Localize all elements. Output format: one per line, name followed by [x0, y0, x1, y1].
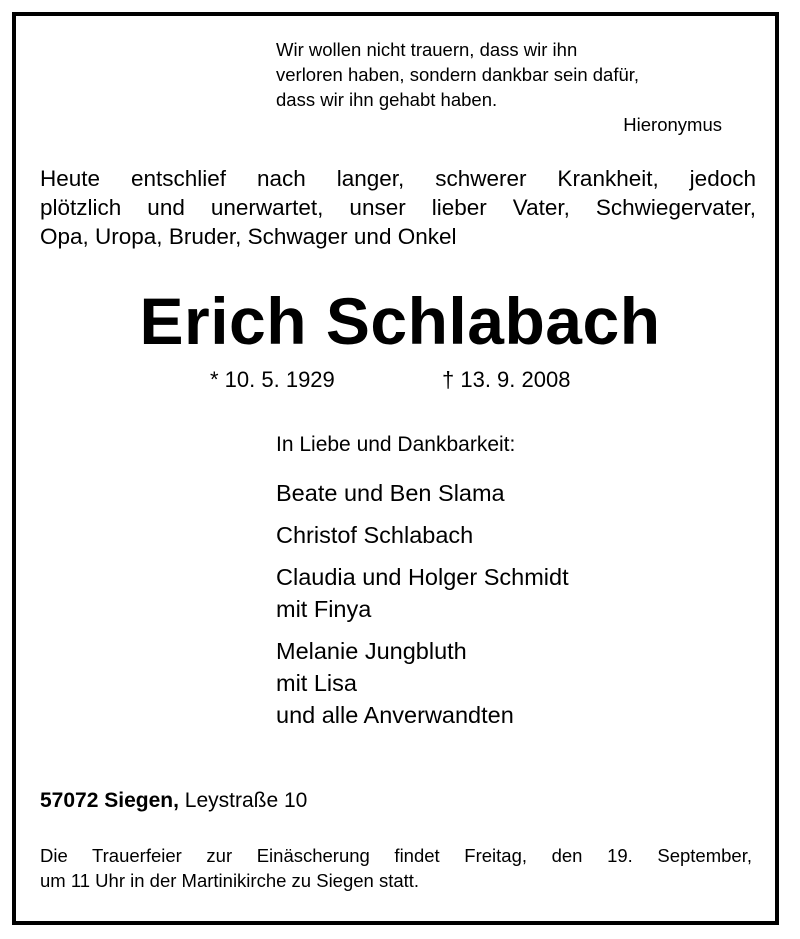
mourners-block: [276, 431, 746, 741]
mourner-line: mit Lisa: [276, 670, 357, 696]
death-date: † 13. 9. 2008: [442, 367, 571, 392]
mourner-line: und alle Anverwandten: [276, 702, 514, 728]
mourner-group: [276, 561, 746, 625]
mourners-heading: In Liebe und Dankbarkeit:: [276, 433, 516, 456]
intro-line: Opa, Uropa, Bruder, Schwager und Onkel: [40, 224, 457, 249]
quote-line: verloren haben, sondern dankbar sein dafür,: [276, 64, 640, 85]
birth-date: * 10. 5. 1929: [210, 367, 335, 392]
intro-line: Heute entschlief nach langer, schwerer Krankheit, jedoch: [40, 166, 756, 191]
mourner-group: [276, 519, 746, 551]
mourner-line: Beate und Ben Slama: [276, 480, 505, 506]
notice-line: um 11 Uhr in der Martinikirche zu Siegen statt.: [40, 870, 420, 891]
mourner-line: Christof Schlabach: [276, 522, 474, 548]
funeral-notice: [40, 843, 752, 893]
address-city: 57072 Siegen,: [40, 789, 179, 812]
quote-author: Hieronymus: [623, 114, 722, 135]
mourner-line: Melanie Jungbluth: [276, 638, 467, 664]
quote-line: Wir wollen nicht trauern, dass wir ihn: [276, 39, 578, 60]
address-street: Leystraße 10: [184, 789, 308, 812]
mourner-line: Claudia und Holger Schmidt: [276, 564, 569, 590]
deceased-name: Erich Schlabach: [139, 284, 661, 358]
mourner-group: [276, 635, 746, 731]
quote-block: [276, 37, 746, 137]
notice-line: Die Trauerfeier zur Einäscherung findet Freitag, den 19. September,: [40, 845, 752, 866]
mourner-line: mit Finya: [276, 596, 372, 622]
intro-line: plötzlich und unerwartet, unser lieber Vater, Schwiegervater,: [40, 195, 756, 220]
family-address: [40, 787, 307, 815]
intro-text: [40, 164, 756, 251]
quote-line: dass wir ihn gehabt haben.: [276, 89, 498, 110]
mourner-group: [276, 477, 746, 509]
